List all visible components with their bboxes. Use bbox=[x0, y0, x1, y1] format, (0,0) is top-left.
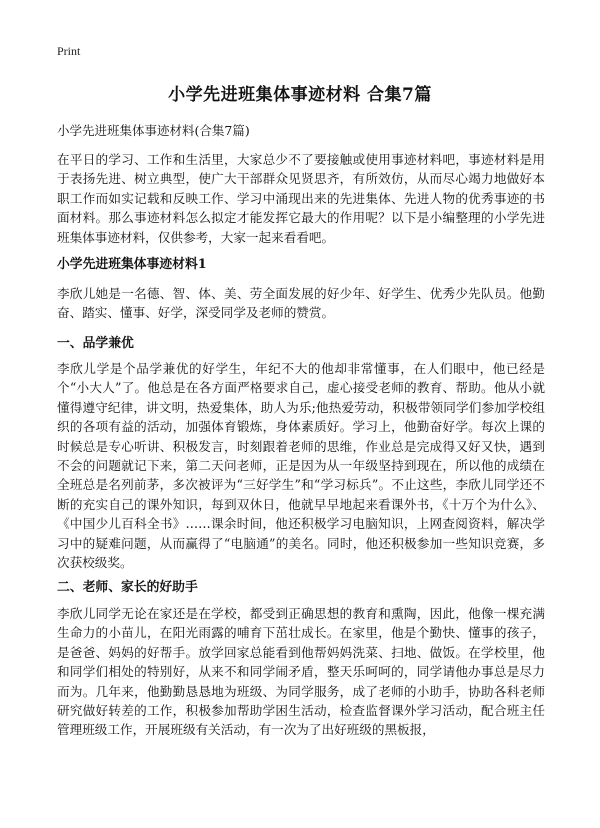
subsection-heading: 一、品学兼优 bbox=[57, 336, 134, 351]
document-title: 小学先进班集体事迹材料 合集7篇 bbox=[168, 85, 432, 105]
intro-paragraph: 在平日的学习、工作和生活里，大家总少不了要接触或使用事迹材料吧，事迹材料是用于表扬先进、树立典型，使广大干部群众见贤思齐，有所效仿，从而尽心竭力地做好本职工作而如实记载和反映工作、学习中涌现出来的先进集体、先进人物的优秀事迹的书面材料。那么事迹材料怎么拟定才能发挥它最大的作用呢？以下是小编整理的小学先进班集体事迹材料，仅供参考，大家一起来看看吧。 bbox=[57, 152, 545, 245]
subsection-heading: 二、老师、家长的好助手 bbox=[57, 580, 198, 595]
section-heading: 小学先进班集体事迹材料1 bbox=[57, 257, 207, 272]
document-subtitle: 小学先进班集体事迹材料(合集7篇) bbox=[57, 123, 250, 138]
subsection-paragraph: 李欣儿同学无论在家还是在学校，都受到正确思想的教育和熏陶，因此，他像一棵充满生命力的小苗儿，在阳光雨露的哺育下茁壮成长。在家里，他是个勤快、懂事的孩子，是爸爸、妈妈的好帮手。放学回家总能看到他帮妈妈洗菜、扫地、做饭。在学校里，他和同学们相处的特别好，从来不和同学闹矛盾，整天乐呵呵的，同学请他办事总是尽力而为。几年来，他勤勤恳恳地为班级、为同学服务，成了老师的小助手，协助各科老师研究做好转差的工作，积极参加帮助学困生活动，检查监督课外学习活动，配合班主任管理班级工作，开展班级有关活动，有一次为了出好班级的黑板报， bbox=[57, 606, 545, 738]
section-paragraph: 李欣儿她是一名德、智、体、美、劳全面发展的好少年、好学生、优秀少先队员。他勤奋、踏实、懂事、好学，深受同学及老师的赞赏。 bbox=[57, 286, 545, 321]
print-label: Print bbox=[57, 44, 81, 58]
subsection-paragraph: 李欣儿学是个品学兼优的好学生，年纪不大的他却非常懂事，在人们眼中，他已经是个“小大人”了。他总是在各方面严格要求自己，虚心接受老师的教育、帮助。他从小就懂得遵守纪律，讲文明，热爱集体，助人为乐;他热爱劳动，积极带领同学们参加学校组织的各项有益的活动，加强体育锻炼，身体素质好。学习上，他勤奋好学。每次上课的时候总是专心听讲、积极发言，时刻跟着老师的思维，作业总是完成得又好又快，遇到不会的问题就记下来，第二天问老师，正是因为从一年级坚持到现在，所以他的成绩在全班总是名列前茅，多次被评为“三好学生”和“学习标兵”。不止这些，李欣儿同学还不断的充实自己的课外知识，每到双休日，他就早早地起来看课外书，《十万个为什么》、《中国少儿百科全书》……课余时间，他还积极学习电脑知识，上网查阅资料，解决学习中的疑难问题，从而赢得了“电脑通”的美名。同时，他还积极参加一些知识竞赛，多次获校级奖。 bbox=[57, 361, 545, 571]
